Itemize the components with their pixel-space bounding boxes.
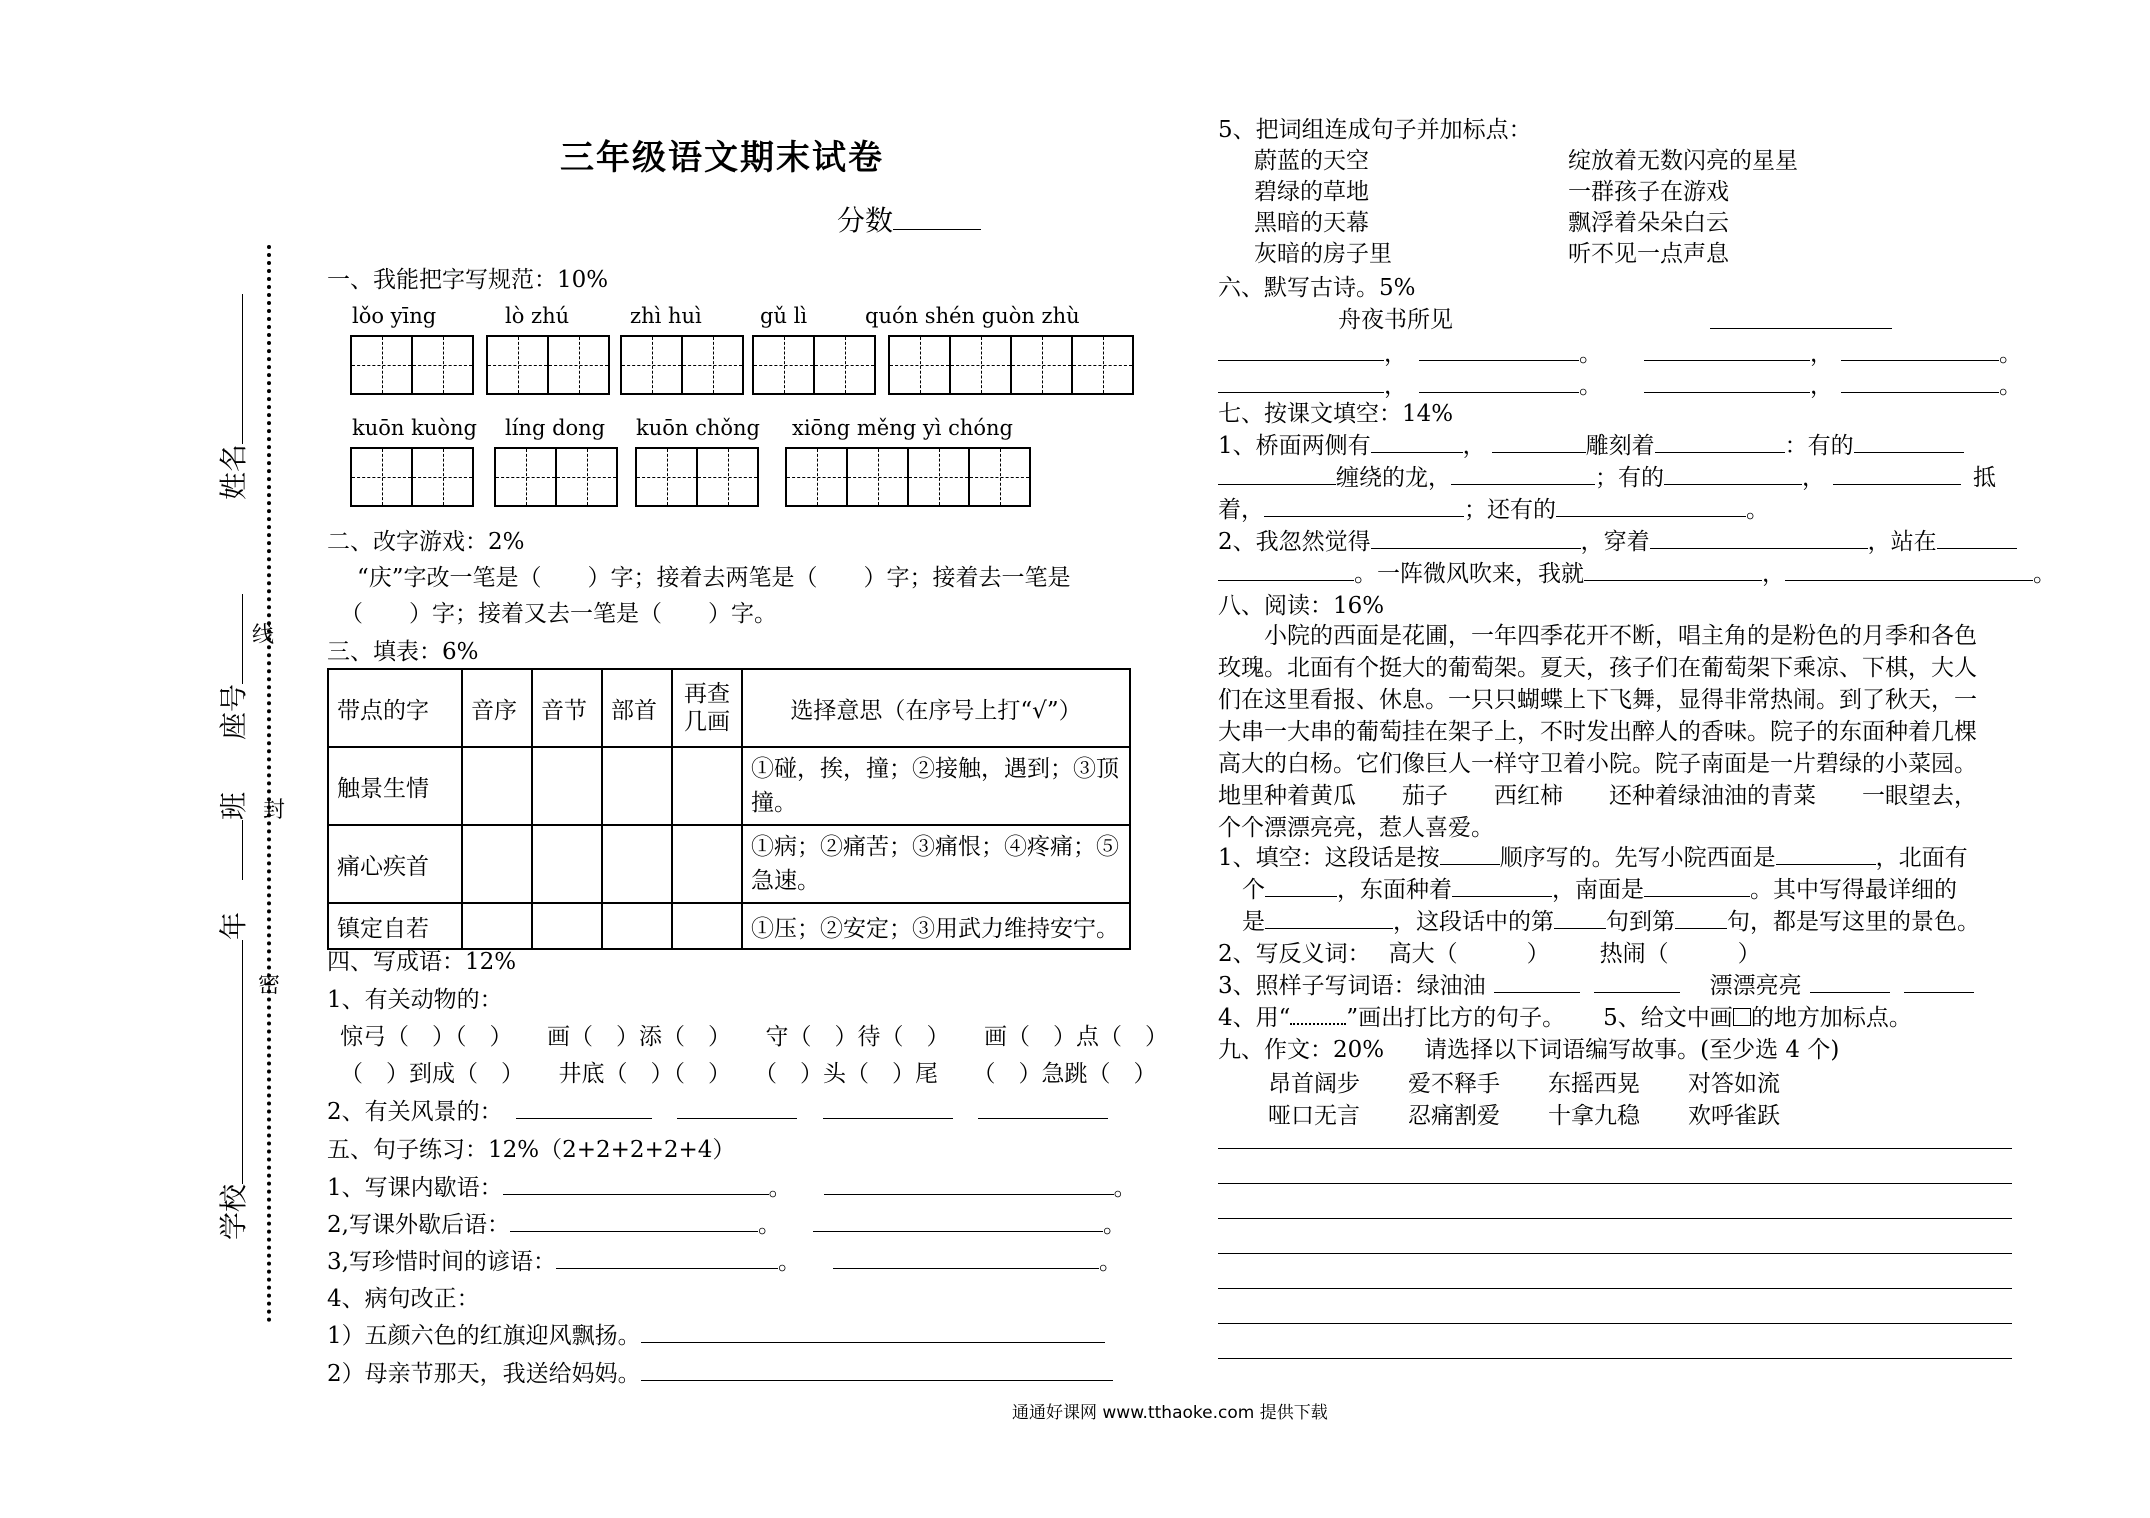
sidebar-name-field[interactable] — [212, 294, 252, 500]
row1-syllable-cell[interactable] — [532, 747, 602, 825]
s5-q2-blank-a[interactable] — [510, 1209, 758, 1232]
word-option[interactable]: 东摇西晃 — [1548, 1071, 1640, 1097]
row3-syllable-cell[interactable] — [532, 903, 602, 949]
word-option[interactable]: 欢呼雀跃 — [1688, 1103, 1780, 1129]
word-option[interactable]: 哑口无言 — [1268, 1103, 1360, 1129]
name-label: 姓名 — [217, 443, 250, 500]
r7-blank[interactable] — [1371, 430, 1463, 453]
char-grid-9[interactable] — [785, 447, 1029, 507]
seat-blank[interactable] — [220, 594, 243, 684]
score-field[interactable] — [893, 207, 981, 230]
composition-line[interactable] — [1218, 1218, 2012, 1219]
row1-word — [328, 747, 462, 825]
row3-strokes-cell[interactable] — [672, 903, 742, 949]
s5-q1-blank-b[interactable] — [824, 1172, 1114, 1195]
pinyin-2: lò zhú — [505, 304, 570, 328]
r8-text: 2、写反义词： — [1218, 941, 1371, 967]
period: 。 — [1102, 1212, 1126, 1238]
period: 。 — [1579, 341, 1602, 367]
period: 。 — [757, 1212, 781, 1238]
r8-q1-line3 — [1242, 906, 1980, 938]
row2-syllable-cell[interactable] — [532, 825, 602, 903]
poem-blank[interactable] — [1218, 338, 1384, 361]
r8-q1-line1 — [1218, 842, 1968, 874]
poem-blank[interactable] — [1841, 338, 1999, 361]
phrase-right-2[interactable]: 一群孩子在游戏 — [1568, 179, 1729, 205]
period: 。 — [1098, 1249, 1122, 1275]
binding-seal-char: 封 — [263, 798, 286, 823]
r9-heading: 九、作文：20% — [1218, 1037, 1385, 1063]
row2-meaning[interactable]: ①病；②痛苦；③痛恨；④疼痛；⑤急速。 — [742, 825, 1130, 903]
r7-blank[interactable] — [1785, 558, 2033, 581]
r8-heading: 八、阅读：16% — [1218, 593, 1385, 619]
sidebar-seat-field[interactable] — [212, 594, 252, 740]
passage-line: 小院的西面是花圃，一年四季花开不断，唱主角的是粉色的月季和各色 — [1218, 623, 1977, 649]
phrase-left-4[interactable]: 灰暗的房子里 — [1254, 241, 1392, 267]
poem-blank[interactable] — [1644, 370, 1810, 393]
seat-label: 座号 — [217, 683, 250, 740]
char-grid-4[interactable] — [752, 335, 874, 395]
r7-text: 2、我忽然觉得 — [1218, 529, 1371, 555]
r8-text: 是 — [1242, 909, 1265, 935]
r7-text: 。 — [1746, 497, 1769, 523]
s4-line1: 惊弓（ ）（ ） 画（ ）添（ ） 守（ ）待（ ） 画（ ）点（ ） — [340, 1024, 1168, 1050]
r7-blank[interactable] — [1655, 430, 1785, 453]
s5-q1-blank-a[interactable] — [503, 1172, 769, 1195]
period: 。 — [768, 1175, 792, 1201]
row1-meaning[interactable]: ①碰，挨，撞；②接触，遇到；③顶撞。 — [742, 747, 1130, 825]
char-grid-6[interactable] — [350, 447, 472, 507]
r7-blank[interactable] — [1492, 430, 1586, 453]
r8-text: ，这段话中的第 — [1393, 909, 1554, 935]
r9-instruction: 请选择以下词语编写故事。(至少选 4 个) — [1424, 1037, 1840, 1063]
r7-blank[interactable] — [1937, 526, 2017, 549]
th-word: 带点的字 — [328, 669, 462, 747]
reading-passage — [1218, 620, 1977, 844]
char-grid-5[interactable] — [888, 335, 1132, 395]
score-text: 分数 — [837, 204, 894, 237]
passage-line: 高大的白杨。它们像巨人一样守卫着小院。院子南面是一片碧绿的小菜园。 — [1218, 751, 1977, 777]
r7-line2 — [1218, 462, 1996, 494]
r8-q2 — [1218, 938, 1761, 970]
char-grid-1[interactable] — [350, 335, 472, 395]
pinyin-7: líng dong — [505, 416, 606, 440]
r9-words-row2 — [1268, 1100, 1780, 1132]
class-label: 班 — [217, 791, 250, 820]
r5-heading: 5、把词组连成句子并加标点： — [1218, 117, 1532, 143]
s4-heading: 四、写成语：12% — [327, 949, 517, 975]
poem-author-blank[interactable] — [1710, 328, 1892, 329]
passage-line: 玫瑰。北面有个挺大的葡萄架。夏天，孩子们在葡萄架下乘凉、下棋，大人 — [1218, 655, 1977, 681]
r7-text: 1、桥面两侧有 — [1218, 433, 1371, 459]
th-order: 音序 — [462, 669, 532, 747]
period: 。 — [1113, 1175, 1137, 1201]
row3-meaning[interactable]: ①压；②安定；③用武力维持安宁。 — [742, 903, 1130, 949]
row2-strokes-cell[interactable] — [672, 825, 742, 903]
binding-dotted-line — [267, 245, 271, 1323]
r8-blank[interactable] — [1265, 906, 1393, 929]
period: 。 — [777, 1249, 801, 1275]
th-radical: 部首 — [602, 669, 672, 747]
r7-text: 雕刻着 — [1585, 433, 1655, 459]
r7-blank[interactable] — [1833, 462, 1961, 485]
r7-blank[interactable] — [1854, 430, 1964, 453]
r6-heading: 六、默写古诗。5% — [1218, 275, 1416, 301]
r8-blank[interactable] — [1494, 970, 1580, 993]
th-strokes: 再查几画 — [672, 669, 742, 747]
s5-q1 — [327, 1172, 1137, 1204]
r7-text: 。 — [2033, 561, 2056, 587]
s4-sub2 — [327, 1096, 1108, 1128]
r9-heading-row — [1218, 1034, 1839, 1066]
row3-word-text: 镇定自若 — [337, 915, 429, 942]
scenery-idiom-3[interactable] — [823, 1096, 953, 1119]
composition-line[interactable] — [1218, 1358, 2012, 1359]
phrase-left-2[interactable]: 碧绿的草地 — [1254, 179, 1369, 205]
r7-text: ；有的 — [1595, 465, 1664, 491]
s4-line2: （ ）到成（ ） 井底（ ）（ ） （ ）头（ ）尾 （ ）急跳（ ） — [340, 1061, 1157, 1087]
school-label: 学校 — [217, 1183, 250, 1240]
r7-line4 — [1218, 526, 2017, 558]
r8-text: 的地方加标点。 — [1750, 1005, 1912, 1031]
s5-q4b-blank[interactable] — [641, 1358, 1113, 1381]
char-grid-8[interactable] — [635, 447, 757, 507]
r8-blank[interactable] — [1265, 874, 1337, 897]
pinyin-6: kuōn kuòng — [352, 416, 477, 440]
table-row — [328, 903, 1130, 949]
s1-heading: 一、我能把字写规范：10% — [327, 267, 609, 293]
poem-blank[interactable] — [1419, 338, 1579, 361]
sidebar-school-field[interactable] — [212, 1004, 252, 1240]
r8-text: ，北面有 — [1875, 845, 1968, 871]
r8-antonym-2[interactable]: 热闹（ ） — [1599, 941, 1761, 967]
r8-text: 漂漂亮亮 — [1709, 973, 1802, 999]
poem-blank[interactable] — [1644, 338, 1810, 361]
r7-line1 — [1218, 430, 1964, 462]
scenery-idiom-4[interactable] — [978, 1096, 1108, 1119]
r7-line3 — [1218, 494, 1769, 526]
binding-line-char: 线 — [252, 623, 275, 648]
row2-word-text: 痛心疾首 — [337, 853, 429, 880]
s5-q2-blank-b[interactable] — [813, 1209, 1103, 1232]
footer-credit: 通通好课网 www.tthaoke.com 提供下载 — [1012, 1403, 1328, 1423]
r7-blank[interactable] — [1664, 462, 1802, 485]
page-title: 三年级语文期末试卷 — [560, 138, 884, 178]
passage-line: 个个漂漂亮亮，惹人喜爱。 — [1218, 815, 1494, 841]
r7-text: ， — [1802, 465, 1825, 491]
r9-words-row1 — [1268, 1068, 1780, 1100]
r8-text: 个 — [1242, 877, 1265, 903]
char-grid-7[interactable] — [494, 447, 616, 507]
period: 。 — [1579, 373, 1602, 399]
composition-line[interactable] — [1218, 1253, 2012, 1254]
r7-text: ；还有的 — [1464, 497, 1556, 523]
comma: ， — [1810, 373, 1833, 399]
table-header-row — [328, 669, 1130, 747]
composition-line[interactable] — [1218, 1183, 2012, 1184]
s5-q4: 4、病句改正： — [327, 1286, 480, 1312]
poem-line-1 — [1218, 338, 2022, 370]
r8-text: 。其中写得最详细的 — [1750, 877, 1957, 903]
word-option[interactable]: 十拿九稳 — [1548, 1103, 1640, 1129]
r7-blank[interactable] — [1371, 526, 1581, 549]
row1-word-text: 触景生情 — [337, 775, 429, 802]
s3-heading: 三、填表：6% — [327, 639, 479, 665]
r7-blank[interactable] — [1650, 526, 1868, 549]
row3-order-cell[interactable] — [462, 903, 532, 949]
row2-radical-cell[interactable] — [602, 825, 672, 903]
pinyin-8: kuōn chǒng — [636, 416, 760, 440]
r8-q3 — [1218, 970, 1974, 1002]
pinyin-9: xiōng měng yì chóng — [792, 416, 1013, 440]
score-label — [837, 205, 981, 237]
r8-blank[interactable] — [1452, 874, 1552, 897]
period: 。 — [1999, 341, 2022, 367]
r8-text: ，南面是 — [1552, 877, 1644, 903]
r8-text: ，东面种着 — [1337, 877, 1452, 903]
pinyin-1: lǒo yīng — [352, 304, 437, 328]
r8-text: 句，都是写这里的景色。 — [1727, 909, 1980, 935]
r7-blank[interactable] — [1556, 494, 1746, 517]
grade-blank[interactable] — [220, 940, 243, 1010]
s5-q3-blank-a[interactable] — [556, 1246, 778, 1269]
lookup-table — [327, 668, 1131, 950]
r8-blank[interactable] — [1594, 970, 1680, 993]
r8-blank[interactable] — [1776, 842, 1876, 865]
r7-text: ：有的 — [1784, 433, 1854, 459]
s5-q4b — [327, 1358, 1113, 1390]
r7-text: ， — [1762, 561, 1785, 587]
r7-blank[interactable] — [1584, 558, 1762, 581]
r7-blank[interactable] — [1451, 462, 1595, 485]
passage-line: 地里种着黄瓜 茄子 西红柿 还种着绿油油的青菜 一眼望去， — [1218, 783, 1977, 809]
phrase-right-3[interactable]: 飘浮着朵朵白云 — [1568, 210, 1729, 236]
s5-q3 — [327, 1246, 1122, 1278]
composition-line[interactable] — [1218, 1148, 2012, 1149]
s5-q4a-text: 1）五颜六色的红旗迎风飘扬。 — [327, 1323, 641, 1349]
s4-sub2-label: 2、有关风景的： — [327, 1099, 503, 1125]
s5-q4a — [327, 1320, 1105, 1352]
scenery-idiom-2[interactable] — [677, 1096, 797, 1119]
poem-blank[interactable] — [1419, 370, 1579, 393]
passage-line: 大串一大串的葡萄挂在架子上，不时发出醉人的香味。院子的东面种着几棵 — [1218, 719, 1977, 745]
row2-order-cell[interactable] — [462, 825, 532, 903]
passage-line: 们在这里看报、休息。一只只蝴蝶上下飞舞，显得非常热闹。到了秋天，一 — [1218, 687, 1977, 713]
r8-text: 1、填空：这段话是按 — [1218, 845, 1440, 871]
r8-q1-line2 — [1242, 874, 1957, 906]
poem-blank[interactable] — [1218, 370, 1384, 393]
r7-line5 — [1218, 558, 2056, 590]
r7-text: ， — [1462, 433, 1486, 459]
s5-heading: 五、句子练习：12%（2+2+2+2+4） — [327, 1137, 736, 1163]
r7-text: 缠绕的龙， — [1336, 465, 1451, 491]
pinyin-3: zhì huì — [630, 304, 702, 328]
r8-text: 顺序写的。先写小院西面是 — [1499, 845, 1776, 871]
s5-q3-label: 3,写珍惜时间的谚语： — [327, 1249, 556, 1275]
composition-line[interactable] — [1218, 1288, 2012, 1289]
r8-text: 3、照样子写词语：绿油油 — [1218, 973, 1486, 999]
r7-blank[interactable] — [1218, 558, 1354, 581]
class-blank[interactable] — [220, 820, 243, 880]
wavy-underline-sample — [1290, 1009, 1346, 1025]
r7-text: 着， — [1218, 497, 1264, 523]
school-blank[interactable] — [220, 1004, 243, 1184]
row1-strokes-cell[interactable] — [672, 747, 742, 825]
s4-sub1: 1、有关动物的： — [327, 987, 503, 1013]
word-option[interactable]: 对答如流 — [1688, 1071, 1780, 1097]
r7-heading: 七、按课文填空：14% — [1218, 401, 1454, 427]
comma: ， — [1810, 341, 1833, 367]
th-meaning: 选择意思（在序号上打“√”） — [742, 669, 1130, 747]
phrase-right-4[interactable]: 听不见一点声息 — [1568, 241, 1729, 267]
r7-blank[interactable] — [1218, 462, 1336, 485]
r5-left-list — [1254, 146, 1392, 270]
pinyin-4: gǔ lì — [760, 304, 808, 328]
th-syllable: 音节 — [532, 669, 602, 747]
square-box-icon — [1733, 1008, 1751, 1026]
s5-q2-label: 2,写课外歇后语： — [327, 1212, 510, 1238]
composition-line[interactable] — [1218, 1323, 2012, 1324]
r8-q4 — [1218, 1002, 1912, 1034]
phrase-right-1[interactable]: 绽放着无数闪亮的星星 — [1568, 148, 1798, 174]
r8-blank[interactable] — [1810, 970, 1890, 993]
s2-line1: “庆”字改一笔是（ ）字；接着去两笔是（ ）字；接着去一笔是 — [357, 565, 1071, 591]
r8-text: 5、给文中画 — [1603, 1005, 1733, 1031]
pinyin-5: quón shén guòn zhù — [865, 304, 1080, 328]
phrase-left-1[interactable]: 蔚蓝的天空 — [1254, 148, 1369, 174]
sidebar-class-field[interactable] — [212, 792, 252, 880]
row1-order-cell[interactable] — [462, 747, 532, 825]
row2-word — [328, 825, 462, 903]
r8-blank[interactable] — [1554, 906, 1606, 929]
r8-blank[interactable] — [1675, 906, 1727, 929]
s5-q4b-text: 2）母亲节那天，我送给妈妈。 — [327, 1361, 641, 1387]
r8-text: 4、用“ — [1218, 1005, 1291, 1031]
r8-text: 句到第 — [1606, 909, 1675, 935]
r7-text: ，站在 — [1867, 529, 1937, 555]
sidebar-grade-field[interactable] — [212, 912, 252, 1010]
name-blank[interactable] — [220, 294, 243, 444]
row1-radical-cell[interactable] — [602, 747, 672, 825]
scenery-idiom-1[interactable] — [516, 1096, 652, 1119]
phrase-left-3[interactable]: 黑暗的天幕 — [1254, 210, 1369, 236]
s5-q3-blank-b[interactable] — [833, 1246, 1099, 1269]
s5-q1-label: 1、写课内歇语： — [327, 1175, 503, 1201]
r8-blank[interactable] — [1904, 970, 1974, 993]
r8-antonym-1[interactable]: 高大（ ） — [1388, 941, 1550, 967]
word-option[interactable]: 忍痛割爱 — [1408, 1103, 1500, 1129]
r7-blank[interactable] — [1264, 494, 1464, 517]
word-option[interactable]: 爱不释手 — [1408, 1071, 1500, 1097]
r8-blank[interactable] — [1440, 842, 1500, 865]
comma: ， — [1384, 373, 1407, 399]
s5-q4a-blank[interactable] — [641, 1320, 1105, 1343]
poem-blank[interactable] — [1841, 370, 1999, 393]
grade-label: 年 — [217, 911, 250, 940]
r8-text: ”画出打比方的句子。 — [1346, 1005, 1566, 1031]
row3-radical-cell[interactable] — [602, 903, 672, 949]
period: 。 — [1999, 373, 2022, 399]
s2-line2: （ ）字；接着又去一笔是（ ）字。 — [340, 601, 777, 627]
comma: ， — [1384, 341, 1407, 367]
s5-q2 — [327, 1209, 1126, 1241]
binding-secret-char: 密 — [258, 973, 281, 998]
s2-heading: 二、改字游戏：2% — [327, 529, 525, 555]
char-grid-2[interactable] — [486, 335, 608, 395]
table-row — [328, 747, 1130, 825]
poem-title: 舟夜书所见 — [1338, 307, 1453, 333]
r8-blank[interactable] — [1644, 874, 1750, 897]
r7-text: 抵 — [1973, 465, 1996, 491]
char-grid-3[interactable] — [620, 335, 742, 395]
row3-word — [328, 903, 462, 949]
word-option[interactable]: 昂首阔步 — [1268, 1071, 1360, 1097]
r7-text: 。一阵微风吹来，我就 — [1354, 561, 1584, 587]
r5-right-list — [1568, 146, 1798, 270]
r7-text: ，穿着 — [1580, 529, 1650, 555]
table-row — [328, 825, 1130, 903]
